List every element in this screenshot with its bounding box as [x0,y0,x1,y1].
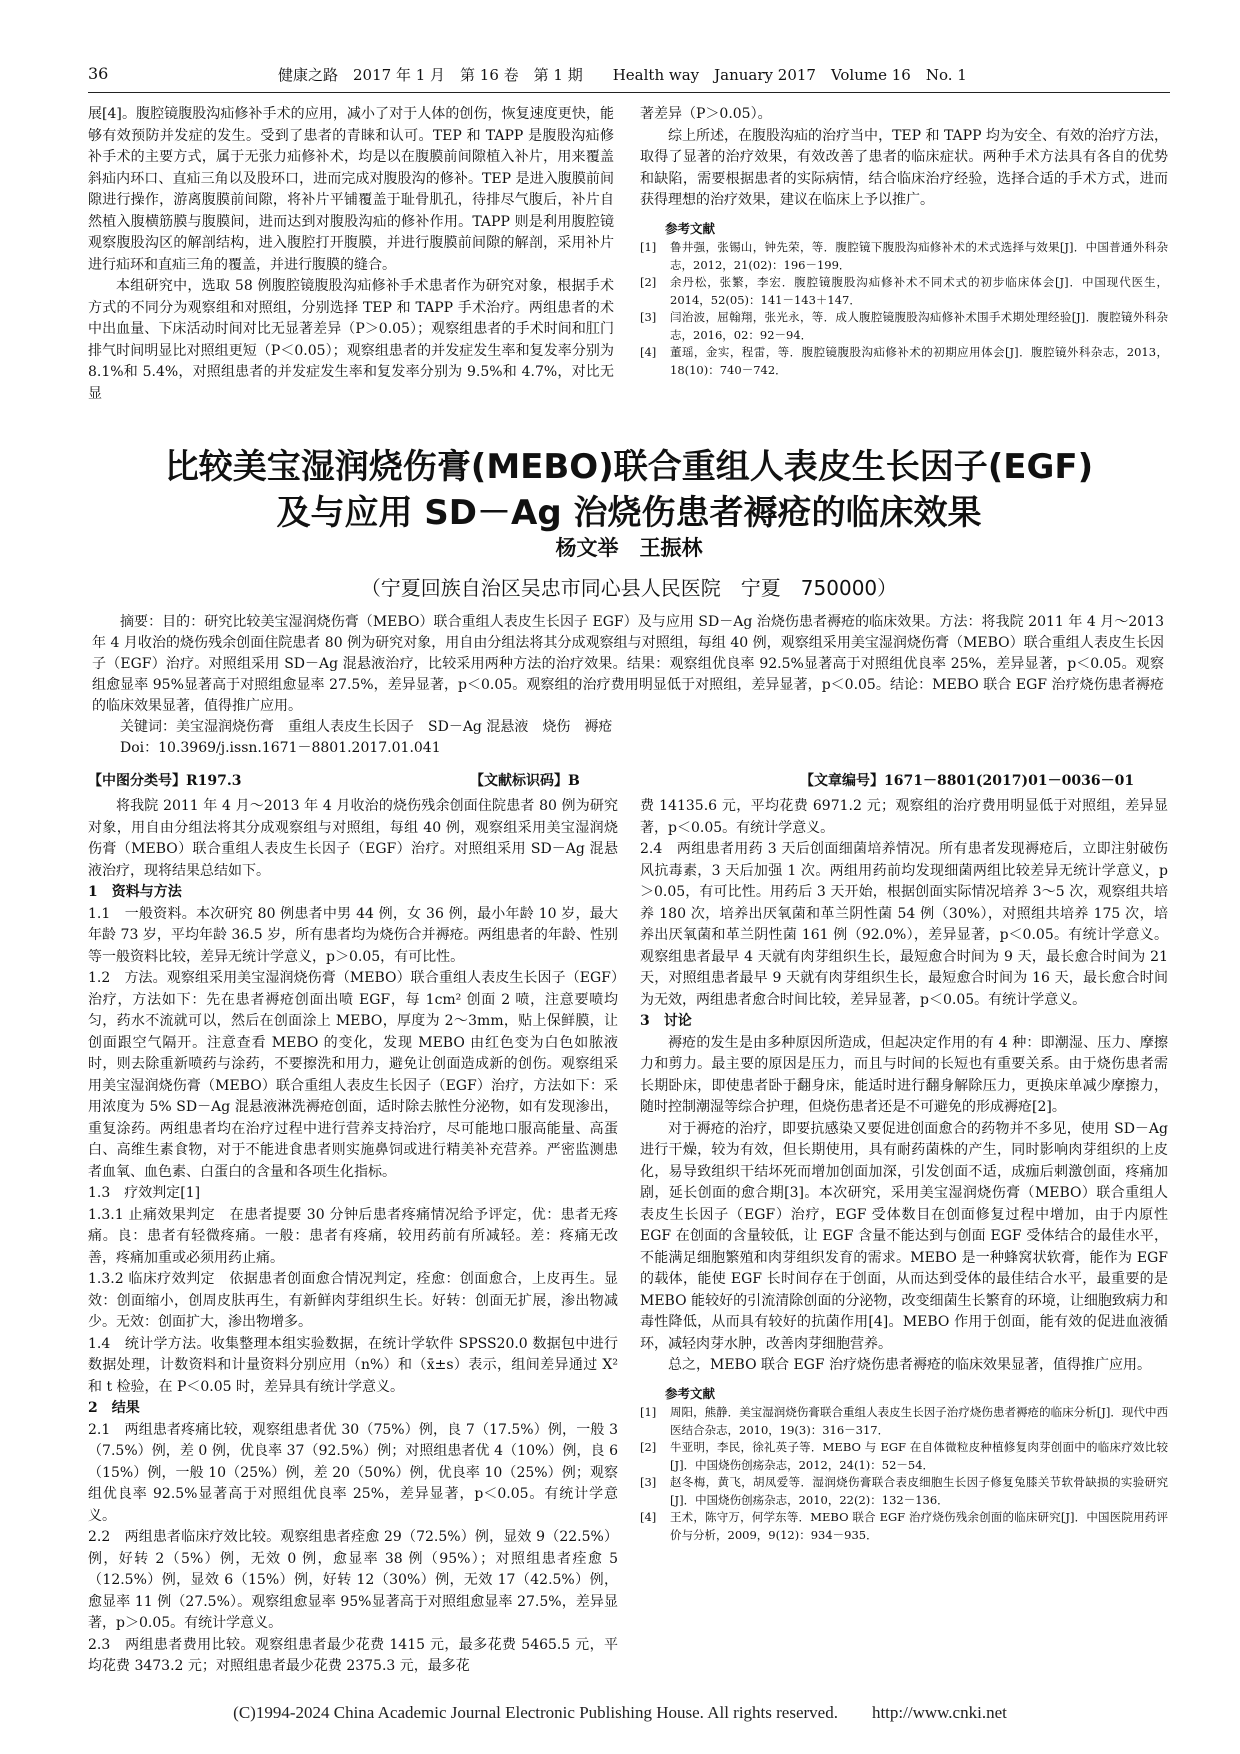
classification-number: 【中图分类号】R197.3 [88,773,242,789]
section-heading: 1 资料与方法 [88,884,182,900]
section-heading: 2 结果 [88,1400,140,1416]
reference-text: 赵冬梅，黄飞，胡凤爱等．湿润烧伤膏联合表皮细胞生长因子修复兔膝关节软骨缺损的实验研究[J]．中国烧伤创疡杂志，2010，22(2)：132－136． [670,1475,1168,1507]
paragraph: 1.3 疗效判定[1] [88,1185,201,1201]
paragraph: 2.4 两组患者用药 3 天后创面细菌培养情况。所有患者发现褥疮后，立即注射破伤风抗毒素，3 天后加强 1 次。两组用药前均发现细菌两组比较差异无统计学意义，p＞0.05，有可比性。用药后 3 天开始，根据创面实际情况培养 3～5 次，观察组共培养 180 次，培养出厌氧菌和革兰阴性菌 54 例（30%），对照组共培养 175 次，培养出厌氧菌和革兰阴性菌 161 例（92.0%），差异显著，p＜0.05。有统计学意义。观察组患者最早 4 天就有肉芽组织生长，最短愈合时间为 9 天，最长愈合时间为 21 天，对照组患者最早 9 天就有肉芽组织生长，最短愈合时间为 16 天，最长愈合时间为无效，两组患者愈合时间比较，差异显著，p＜0.05。有统计学意义。 [640,841,1168,1008]
reference-text: 王术，陈守万，何学东等．MEBO 联合 EGF 治疗烧伤残余创面的临床研究[J]．中国医院用药评价与分析，2009，9(12)：934－935． [670,1510,1168,1542]
reference-number: [1] [640,1405,657,1419]
reference-number: [1] [640,240,657,254]
paragraph: 1.3.1 止痛效果判定 在患者提要 30 分钟后患者疼痛情况给予评定，优：患者无疼痛。良：患者有轻微疼痛。一般：患者有疼痛，较用药前有所减轻。差：疼痛无改善，疼痛加重或必须用药止痛。 [88,1206,618,1266]
keywords: 关键词：美宝湿润烧伤膏 重组人表皮生长因子 SD－Ag 混悬液 烧伤 褥疮 [120,719,613,735]
section-heading: 3 讨论 [640,1013,692,1029]
body-left-column [88,796,618,1678]
paragraph: 总之，MEBO 联合 EGF 治疗烧伤患者褥疮的临床效果显著，值得推广应用。 [668,1357,1152,1373]
paragraph: 著差异（P＞0.05）。 [640,106,772,122]
paragraph: 1.2 方法。观察组采用美宝湿润烧伤膏（MEBO）联合重组人表皮生长因子（EGF）治疗，方法如下：先在患者褥疮创面出喷 EGF，每 1cm² 创面 2 喷，注意要喷均匀，药水不流就可以，然后在创面涂上 MEBO，厚度为 2～3mm，贴上保鲜膜，让创面跟空气隔开。注意查看 MEBO 的变化，发现 MEBO 由红色变为白色如脓液时，则去除重新喷药与涂药，不要擦洗和用力，避免让创面造成新的创伤。观察组采用美宝湿润烧伤膏（MEBO）联合重组人表皮生长因子（EGF）治疗，方法如下：采用浓度为 5% SD－Ag 混悬液淋洗褥疮创面，适时除去脓性分泌物，如有发现渗出，重复涂药。两组患者均在治疗过程中进行营养支持治疗，尽可能地口服高能量、高蛋白、高维生素食物，对于不能进食患者则实施鼻饲或进行精美补充营养。严密监测患者血氧、血色素、白蛋白的含量和各项生化指标。 [88,970,618,1180]
reference-number: [3] [640,310,657,324]
reference-item [640,1439,1168,1474]
article-title-line1: 比较美宝湿润烧伤膏(MEBO)联合重组人表皮生长因子(EGF) [164,447,1094,487]
doi: Doi：10.3969/j.issn.1671－8801.2017.01.041 [120,740,441,756]
reference-text: 牛亚明，李民，徐礼英子等．MEBO 与 EGF 在自体微粒皮种植修复肉芽创面中的临床疗效比较[J]．中国烧伤创疡杂志，2012，24(1)：52－54． [670,1440,1168,1472]
paragraph: 1.1 一般资料。本次研究 80 例患者中男 44 例，女 36 例，最小年龄 10 岁，最大年龄 73 岁，平均年龄 36.5 岁，所有患者均为烧伤合并褥疮。两组患者的年龄、性别等一般资料比较，差异无统计学意义，p＞0.05，有可比性。 [88,905,618,965]
paragraph: 综上所述，在腹股沟疝的治疗当中，TEP 和 TAPP 均为安全、有效的治疗方法，取得了显著的治疗效果，有效改善了患者的临床症状。两种手术方法具有各自的优势和缺陷，需要根据患者的实际病情，结合临床治疗经验，选择合适的手术方式，进而获得理想的治疗效果，建议在临床上予以推广。 [640,127,1168,208]
reference-number: [3] [640,1475,657,1489]
reference-item [640,1509,1168,1544]
paragraph: 1.3.2 临床疗效判定 依据患者创面愈合情况判定，痊愈：创面愈合，上皮再生。显效：创面缩小，创周皮肤再生，有新鲜肉芽组织生长。好转：创面无扩展，渗出物减少。无效：创面扩大，渗出物增多。 [88,1271,618,1330]
references-heading: 参考文献 [665,220,716,236]
paragraph: 费 14135.6 元，平均花费 6971.2 元；观察组的治疗费用明显低于对照组，差异显著，p＜0.05。有统计学意义。 [640,798,1168,836]
reference-item [640,344,1168,379]
top-left-column [88,104,614,405]
abstract-block [92,612,1164,759]
reference-text: 鲁井强，张锡山，钟先荣，等．腹腔镜下腹股沟疝修补术的术式选择与效果[J]．中国普通外科杂志，2012，21(02)：196－199． [670,240,1168,272]
references-heading: 参考文献 [665,1385,716,1401]
reference-number: [4] [640,345,657,359]
reference-item [640,239,1168,274]
reference-item [640,309,1168,344]
body-right-column [640,796,1168,1544]
top-right-column [640,104,1168,379]
journal-info: 健康之路 2017 年 1 月 第 16 卷 第 1 期 Health way January 2017 Volume 16 No. 1 [278,66,967,84]
abstract: 摘要：目的：研究比较美宝湿润烧伤膏（MEBO）联合重组人表皮生长因子 EGF）及与应用 SD－Ag 治烧伤患者褥疮的临床效果。方法：将我院 2011 年 4 月～2013 年 4 月收治的烧伤残余创面住院患者 80 例为研究对象，用自由分组法将其分成观察组与对照组，每组 40 例，观察组采用美宝湿润烧伤膏（MEBO）联合重组人表皮生长因子（EGF）治疗。对照组采用 SD－Ag 混悬液治疗，比较采用两种方法的治疗效果。结果：观察组优良率 92.5%显著高于对照组优良率 25%，差异显著，p＜0.05。观察组愈显率 95%显著高于对照组愈显率 27.5%，差异显著，p＜0.05。观察组的治疗费用明显低于对照组，差异显著，p＜0.05。结论：MEBO 联合 EGF 治疗烧伤患者褥疮的临床效果显著，值得推广应用。 [92,614,1164,714]
copyright-footer: (C)1994-2024 China Academic Journal Electronic Publishing House. All rights reserved. http://www.cnki.net [233,1703,1007,1722]
paragraph: 展[4]。腹腔镜腹股沟疝修补手术的应用，减小了对于人体的创伤，恢复速度更快，能够有效预防并发症的发生。受到了患者的青睐和认可。TEP 和 TAPP 是腹股沟疝修补手术的主要方式，属于无张力疝修补术，均是以在腹膜前间隙植入补片，用来覆盖斜疝内环口、直疝三角以及股环口，进而完成对腹股沟的修补。TEP 是进入腹膜前间隙进行操作，游离腹膜前间隙，将补片平铺覆盖于耻骨肌孔，待排尽气腹后，补片自然植入腹横筋膜与腹膜间，进而达到对腹股沟疝的修补作用。TAPP 则是利用腹腔镜观察腹股沟区的解剖结构，进入腹腔打开腹膜，并进行腹膜前间隙的解剖，采用补片进行疝环和直疝三角的覆盖，并进行腹膜的缝合。 [88,106,614,273]
paragraph: 2.3 两组患者费用比较。观察组患者最少花费 1415 元，最多花费 5465.5 元，平均花费 3473.2 元；对照组患者最少花费 2375.3 元，最多花 [88,1636,618,1674]
affiliation: （宁夏回族自治区吴忠市同心县人民医院 宁夏 750000） [360,576,898,600]
header-rule [88,92,1170,93]
reference-item [640,274,1168,309]
paragraph: 对于褥疮的治疗，即要抗感染又要促进创面愈合的药物并不多见，使用 SD－Ag 进行干燥，较为有效，但长期使用，具有耐药菌株的产生，同时影响肉芽组织的上皮化，易导致组织干结坏死而增加创面加深，引发创面不适，成痂后刺激创面，疼痛加剧，延长创面的愈合期[3]。本次研究，采用美宝湿润烧伤膏（MEBO）联合重组人表皮生长因子（EGF）治疗，EGF 受体数目在创面修复过程中增加，由于内原性 EGF 在创面的含量较低，让 EGF 含量不能达到与创面 EGF 受体结合的最佳水平，不能满足细胞繁殖和肉芽组织发育的需求。MEBO 是一种蜂窝状软膏，能作为 EGF 的载体，能使 EGF 长时间存在于创面，从而达到受体的最佳结合水平，最重要的是 MEBO 能较好的引流清除创面的分泌物，改变细菌生长繁育的环境，让细胞致病力和毒性降低，从而具有较好的抗菌作用[4]。MEBO 作用于创面，能有效的促进血液循环，减轻肉芽水肿，改善肉芽细胞营养。 [640,1120,1168,1352]
paragraph: 将我院 2011 年 4 月～2013 年 4 月收治的烧伤残余创面住院患者 80 例为研究对象，用自由分组法将其分成观察组与对照组，每组 40 例，观察组采用美宝湿润烧伤膏（MEBO）联合重组人表皮生长因子（EGF）治疗。对照组采用 SD－Ag 混悬液治疗，现将结果总结如下。 [88,798,618,879]
paragraph: 2.2 两组患者临床疗效比较。观察组患者痊愈 29（72.5%）例，显效 9（22.5%）例，好转 2（5%）例，无效 0 例，愈显率 38 例（95%）；对照组患者痊愈 5（12.5%）例，显效 6（15%）例，好转 12（30%）例，无效 17（42.5%）例，愈显率 11 例（27.5%）。观察组愈显率 95%显著高于对照组愈显率 27.5%，差异显著，p＞0.05。有统计学意义。 [88,1529,618,1631]
paragraph: 1.4 统计学方法。收集整理本组实验数据，在统计学软件 SPSS20.0 数据包中进行数据处理，计数资料和计量资料分别应用（n%）和（x̄±s）表示，组间差异通过 X² 和 t 检验，在 P＜0.05 时，差异具有统计学意义。 [88,1335,618,1395]
reference-text: 闫治波，屈翰翔，张光永，等．成人腹腔镜腹股沟疝修补术围手术期处理经验[J]．腹腔镜外科杂志，2016，02：92－94． [670,310,1168,342]
reference-number: [2] [640,275,657,289]
document-code: 【文献标识码】B [470,773,580,789]
reference-text: 董瑶，金实，程雷，等．腹腔镜腹股沟疝修补术的初期应用体会[J]．腹腔镜外科杂志，2013，18(10)：740－742． [670,345,1168,377]
authors: 杨文举 王振林 [555,536,703,560]
reference-text: 周阳，熊静．美宝湿润烧伤膏联合重组人表皮生长因子治疗烧伤患者褥疮的临床分析[J]．现代中西医结合杂志，2010，19(3)：316－317． [670,1405,1168,1437]
paragraph: 本组研究中，选取 58 例腹腔镜腹股沟疝修补手术患者作为研究对象，根据手术方式的不同分为观察组和对照组，分别选择 TEP 和 TAPP 手术治疗。两组患者的术中出血量、下床活动时间对比无显著差异（P＞0.05）；观察组患者的手术时间和肛门排气时间明显比对照组更短（P＜0.05）；观察组患者的并发症发生率和复发率分别为 8.1%和 5.4%，对照组患者的并发症发生率和复发率分别为 9.5%和 4.7%，对比无显 [88,278,614,402]
reference-item [640,1404,1168,1439]
running-header [88,60,1168,88]
reference-item [640,1474,1168,1509]
reference-text: 余丹松，张繁，李宏．腹腔镜腹股沟疝修补术不同术式的初步临床体会[J]．中国现代医生，2014，52(05)：141－143＋147． [670,275,1168,307]
reference-number: [2] [640,1440,657,1454]
article-number: 【文章编号】1671－8801(2017)01－0036－01 [800,773,1135,789]
paragraph: 褥疮的发生是由多种原因所造成，但起决定作用的有 4 种：即潮湿、压力、摩擦力和剪力。最主要的原因是压力，而且与时间的长短也有重要关系。由于烧伤患者需长期卧床，即使患者卧于翻身床，能适时进行翻身解除压力，更换床单减少摩擦力，随时控制潮湿等综合护理，但烧伤患者还是不可避免的形成褥疮[2]。 [640,1034,1168,1115]
article-title-line2: 及与应用 SD－Ag 治烧伤患者褥疮的临床效果 [276,493,982,533]
page-number: 36 [88,64,109,83]
reference-number: [4] [640,1510,657,1524]
paragraph: 2.1 两组患者疼痛比较，观察组患者优 30（75%）例，良 7（17.5%）例，一般 3（7.5%）例，差 0 例，优良率 37（92.5%）例；对照组患者优 4（10%）例，良 6（15%）例，一般 10（25%）例，差 20（50%）例，优良率 10（25%）例；观察组优良率 92.5%显著高于对照组优良率 25%，差异显著，p＜0.05。有统计学意义。 [88,1421,618,1524]
